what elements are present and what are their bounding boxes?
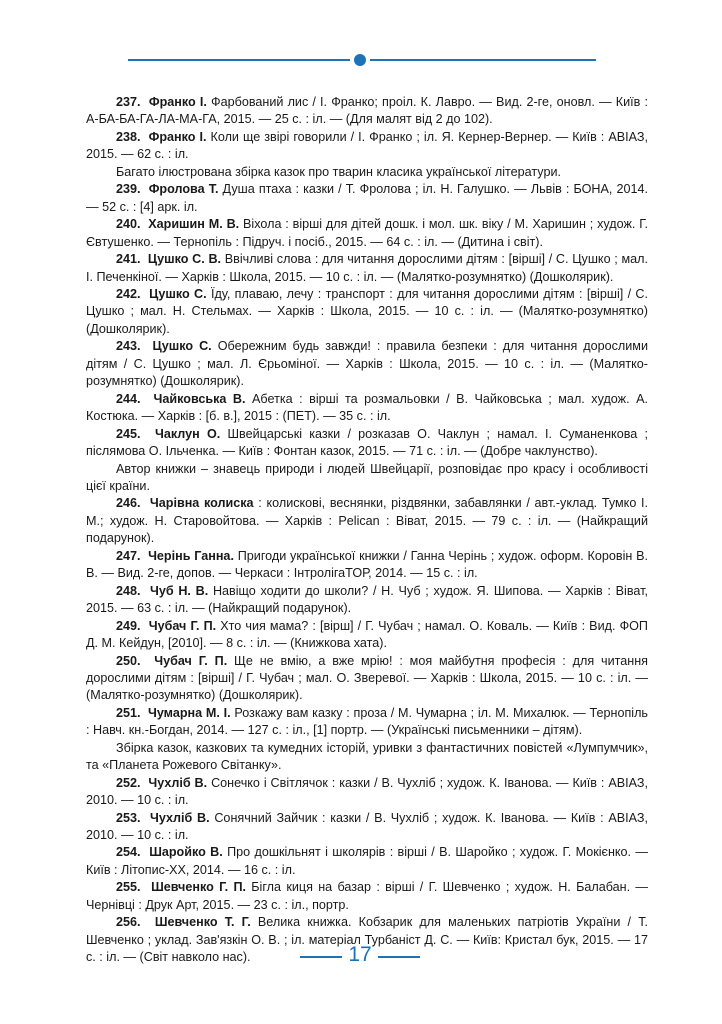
footer-rule-left: [300, 956, 342, 958]
entry-author: Чубач Г. П.: [154, 653, 228, 668]
entry-author: Чухліб В.: [149, 810, 210, 825]
entry-number: 249.: [116, 618, 141, 633]
entry-author: Цушко С.: [149, 286, 207, 301]
footer-rule-right: [378, 956, 420, 958]
entry-annotation: Автор книжки – знавець природи і людей Швейцарії, розповідає про красу і особливості цієї країни.: [86, 461, 648, 493]
entry-author: Чаклун О.: [154, 426, 221, 441]
entry-description: Розкажу вам казку : проза / М. Чумарна ; іл. М. Михалюк. — Тернопіль : Навч. кн.-Богдан, 2014. — 127 с. : іл., [1] портр. — (Українські письменники – дітям).: [86, 705, 648, 738]
entry-number: 244.: [116, 391, 141, 406]
bibliography-entry: [86, 391, 648, 426]
entry-description: : колискові, веснянки, різдвянки, забавлянки / авт.-уклад. Тумко І. М.; худож. Н. Старовойтова. — Харків : Pelican : Віват, 2015. — 79 с. : іл. — (Найкращий подарунок).: [86, 496, 649, 546]
entry-description: Ще не вмію, а вже мрію! : моя майбутня професія : для читання дорослими дітям : [вірші] / Г. Чубач ; мал. О. Зверевої. — Харків : Школа, 2015. — 10 с. : іл. — (Малятко-розумнятко) (Дошколярик).: [86, 653, 648, 703]
header-rule-left: [128, 59, 350, 61]
entry-description: Про дошкільнят і школярів : вірші / В. Шаройко ; худож. Г. Мокієнко. — Київ : Літопис-ХХ, 2014. — 16 с. : іл.: [86, 845, 648, 877]
entry-number: 248.: [116, 583, 141, 598]
entry-number: 256.: [116, 915, 141, 930]
bibliography-entry: [86, 495, 648, 547]
bibliography-entry: [86, 583, 648, 618]
entry-description: Бігла киця на базар : вірші / Г. Шевченко ; худож. Н. Балабан. — Чернівці : Друк Арт, 2015. — 23 с. : іл., портр.: [86, 880, 648, 912]
entry-description: Обережним будь завжди! : правила безпеки : для читання дорослими дітям / С. Цушко ; мал. Л. Єрьоміної. — Харків : Школа, 2015. — 10 с. : іл. — (Малятко-розумнятко) (Дошколярик).: [86, 339, 649, 389]
entry-description: Сонячний Зайчик : казки / В. Чухліб ; худож. К. Іванова. — Київ : АВІАЗ, 2010. — 10 с. : іл.: [86, 810, 649, 843]
entry-description: Їду, плаваю, лечу : транспорт : для читання дорослими дітям : [вірші] / С. Цушко ; мал. Н. Стельмах. — Харків : Школа, 2015. — 10 с. : іл. — (Малятко-розумнятко) (Дошколярик).: [86, 286, 648, 336]
entry-author: Шаройко В.: [149, 845, 223, 860]
bibliography-entry: [86, 844, 648, 879]
header-rule-right: [370, 59, 596, 61]
page-number: 17: [348, 943, 372, 966]
entry-number: 243.: [116, 339, 141, 354]
entry-description: Коли ще звірі говорили / І. Франко ; іл. Я. Кернер-Вернер. — Київ : АВІАЗ, 2015. — 62 с. : іл.: [86, 129, 648, 162]
entry-number: 253.: [116, 810, 141, 825]
bibliography-entry: [86, 810, 648, 845]
bibliography-entry: [86, 426, 648, 461]
entry-author: Франко І.: [148, 95, 207, 109]
entry-annotation: Збірка казок, казкових та кумедних історій, уривки з фантастичних повістей «Лумпумчик», та «Планета Рожевого Світанку».: [86, 740, 648, 773]
entry-number: 255.: [116, 880, 141, 895]
entry-author: Фролова Т.: [148, 182, 219, 197]
entry-number: 241.: [116, 252, 141, 267]
entry-description: Віхола : вірші для дітей дошк. і мол. шк. віку / М. Харишин ; худож. Г. Євтушенко. — Тернопіль : Підруч. і посіб., 2015. — 64 с. : іл. — (Дитина і світ).: [86, 217, 649, 249]
entry-number: 252.: [116, 775, 141, 790]
entry-number: 247.: [116, 548, 141, 563]
entry-number: 245.: [116, 426, 141, 441]
header-dot-ornament: [354, 54, 366, 66]
bibliography-entry: [86, 775, 648, 810]
entry-author: Шевченко Г. П.: [151, 880, 246, 895]
entry-author: Чубач Г. П.: [148, 618, 217, 633]
entry-number: 240.: [116, 217, 141, 232]
entry-author: Черінь Ганна.: [148, 548, 234, 563]
entry-author: Франко І.: [148, 129, 207, 144]
entry-description: Велика книжка. Кобзарик для маленьких патріотів України / Т. Шевченко ; уклад. Зав'язкін О. В. ; іл. матеріал Турбаніст Д. С. — Київ: Кристал бук, 2015. — 17 с. : іл. — (Світ навколо нас).: [86, 915, 648, 965]
entry-number: 239.: [116, 182, 141, 197]
entry-description: Фарбований лис / І. Франко; проіл. К. Лавро. — Вид. 2-ге, оновл. — Київ : А-БА-БА-ГА-ЛА-МА-ГА, 2015. — 25 с. : іл. — (Для малят від 2 до 102).: [86, 95, 648, 127]
entry-author: Чуб Н. В.: [149, 583, 209, 598]
bibliography-entry: [86, 653, 648, 705]
entry-description: Швейцарські казки / розказав О. Чаклун ; намал. І. Суманенкова ; післямова О. Ільченка. — Київ : Фонтан казок, 2015. — 71 с. : іл. — (Добре чаклунство).: [86, 426, 648, 459]
bibliography-entry: [86, 286, 648, 338]
bibliography-entry: [86, 251, 648, 286]
entry-number: 238.: [116, 129, 141, 144]
entry-author: Цушко С.: [152, 339, 212, 354]
entry-author: Чумарна М. І.: [148, 705, 231, 720]
entry-number: 246.: [116, 496, 141, 511]
entry-author: Чарівна колиска: [149, 496, 254, 511]
entry-number: 237.: [116, 95, 141, 109]
entry-description: Навіщо ходити до школи? / Н. Чуб ; худож. Я. Шипова. — Харків : Віват, 2015. — 63 с. : іл. — (Найкращий подарунок).: [86, 583, 648, 616]
bibliography-entry: [86, 129, 648, 164]
entry-number: 251.: [116, 705, 141, 720]
entry-number: 254.: [116, 845, 141, 860]
bibliography-entry: [86, 705, 648, 740]
bibliography-entry: [86, 338, 648, 390]
bibliography-entry: [86, 181, 648, 216]
bibliography-entry: [86, 216, 648, 251]
entry-author: Чайковська В.: [153, 391, 246, 406]
entry-number: 242.: [116, 286, 141, 301]
entry-description: Сонечко і Світлячок : казки / В. Чухліб ; худож. К. Іванова. — Київ : АВІАЗ, 2010. — 10 с. : іл.: [86, 775, 648, 808]
entry-description: Душа птаха : казки / Т. Фролова ; іл. Н. Галушко. — Львів : БОНА, 2014. — 52 с. : [4] арк. іл.: [86, 182, 648, 214]
entry-number: 250.: [116, 653, 141, 668]
bibliography-list: [86, 94, 648, 967]
entry-description: Хто чия мама? : [вірш] / Г. Чубач ; намал. О. Коваль. — Київ : Вид. ФОП Д. М. Кейдун, [2010]. — 8 с. : іл. — (Книжкова хата).: [86, 618, 648, 651]
bibliography-entry: [86, 879, 648, 914]
bibliography-entry: [86, 618, 648, 653]
entry-description: Пригоди української книжки / Ганна Черінь ; худож. оформ. Коровін В. В. — Вид. 2-ге, допов. — Черкаси : ІнтролігаТОР, 2014. — 15 с. : іл.: [86, 548, 649, 581]
entry-description: Ввічливі слова : для читання дорослими дітям : [вірші] / С. Цушко ; мал. І. Печенкіної. — Харків : Школа, 2015. — 10 с. : іл. — (Малятко-розумнятко) (Дошколярик).: [86, 252, 648, 284]
entry-author: Шевченко Т. Г.: [154, 915, 251, 930]
entry-author: Харишин М. В.: [148, 217, 240, 232]
bibliography-entry: [86, 548, 648, 583]
entry-author: Чухліб В.: [148, 775, 208, 790]
entry-annotation: Багато ілюстрована збірка казок про тварин класика української літератури.: [116, 164, 562, 179]
bibliography-entry: [86, 94, 648, 129]
entry-author: Цушко С. В.: [147, 252, 222, 267]
entry-description: Абетка : вірші та розмальовки / В. Чайковська ; мал. худож. А. Костюка. — Харків : [б. в.], 2015 : (ПЕТ). — 35 с. : іл.: [86, 391, 648, 424]
